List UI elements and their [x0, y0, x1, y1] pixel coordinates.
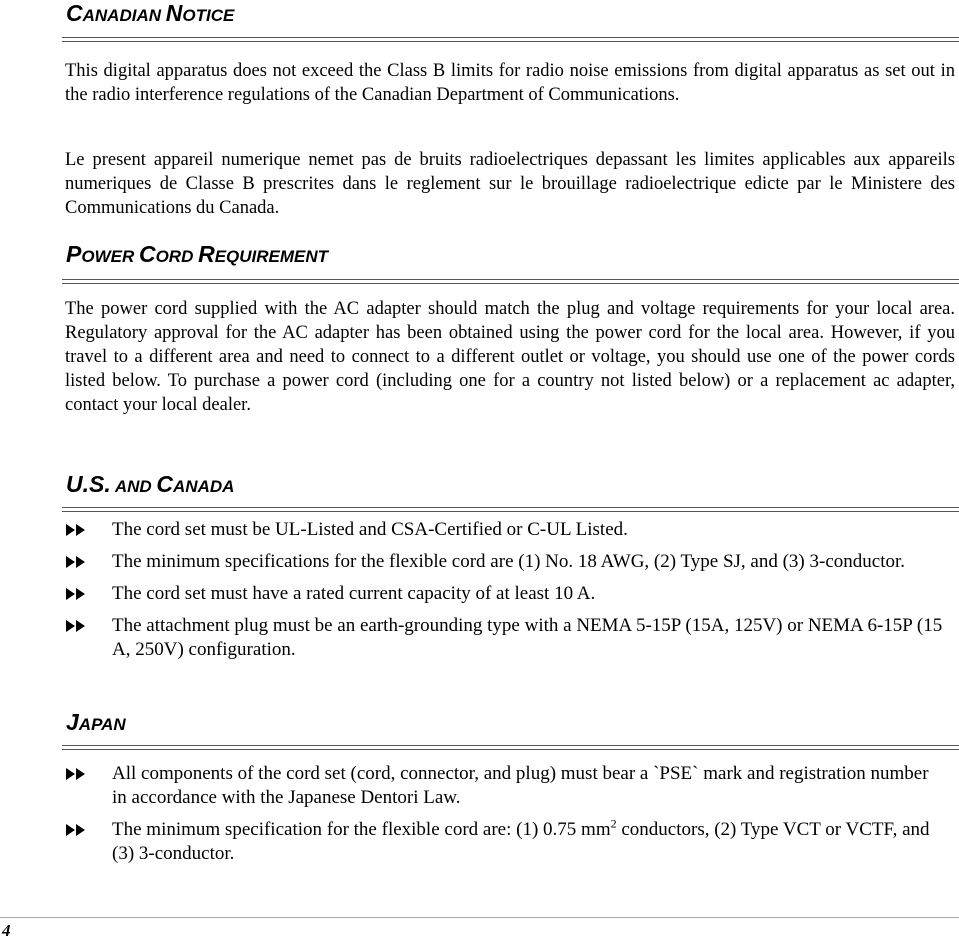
section-divider — [62, 279, 959, 284]
double-chevron-right-icon — [66, 524, 86, 536]
list-item — [65, 582, 945, 606]
section-divider — [62, 37, 959, 42]
list-item-text: The minimum specifications for the flexible cord are (1) No. 18 AWG, (2) Type SJ, and (3) 3-conductor. — [112, 551, 905, 572]
double-chevron-right-icon — [66, 588, 86, 600]
section-divider — [62, 745, 959, 750]
footer-divider — [0, 917, 959, 918]
list-item-text: All components of the cord set (cord, connector, and plug) must bear a `PSE` mark and registration number in accordance with the Japanese Dentori Law. — [112, 763, 929, 808]
canadian-notice-paragraph-english: This digital apparatus does not exceed the Class B limits for radio noise emissions from digital apparatus as set out in the radio interference regulations of the Canadian Department of Communications. — [65, 61, 955, 105]
power-cord-paragraph: The power cord supplied with the AC adapter should match the plug and voltage requirements for your local area. Regulatory approval for the AC adapter has been obtained using the power cord for the local area. However, if you travel to a different area and need to connect to a different outlet or voltage, you should use one of the power cords listed below. To purchase a power cord (including one for a country not listed below) or a replacement ac adapter, contact your local dealer. — [65, 299, 955, 415]
page-number: 4 — [2, 921, 11, 940]
double-chevron-right-icon — [66, 768, 86, 780]
us-canada-bullet-list — [65, 518, 945, 670]
double-chevron-right-icon — [66, 556, 86, 568]
section-heading-japan: JAPAN — [66, 709, 126, 735]
section-divider — [62, 507, 959, 512]
list-item-text: The cord set must have a rated current capacity of at least 10 A. — [112, 583, 596, 604]
canadian-notice-paragraph-french: Le present appareil numerique nemet pas de bruits radioelectriques depassant les limites applicables aux appareils numeriques de Classe B prescrites dans le reglement sur le brouillage radioelectrique edicte par le Ministere des Communications du Canada. — [65, 150, 955, 218]
list-item — [65, 518, 945, 542]
section-heading-us-canada: U.S. AND CANADA — [66, 471, 235, 497]
list-item — [65, 762, 945, 810]
section-heading-canadian-notice: CANADIAN NOTICE — [66, 0, 235, 26]
list-item — [65, 550, 945, 574]
list-item-text: The attachment plug must be an earth-grounding type with a NEMA 5-15P (15A, 125V) or NEMA 6-15P (15 A, 250V) configuration. — [112, 615, 943, 660]
double-chevron-right-icon — [66, 620, 86, 632]
list-item — [65, 614, 945, 662]
double-chevron-right-icon — [66, 824, 86, 836]
list-item-text: The minimum specification for the flexible cord are: (1) 0.75 $mm^2$ conductors, (2) Type VCT or VCTF, and (3) 3-conductor. — [112, 816, 930, 864]
list-item — [65, 818, 945, 866]
japan-bullet-list — [65, 762, 945, 874]
section-heading-power-cord: POWER CORD REQUIREMENT — [66, 241, 329, 267]
list-item-text: The cord set must be UL-Listed and CSA-Certified or C-UL Listed. — [112, 519, 628, 540]
